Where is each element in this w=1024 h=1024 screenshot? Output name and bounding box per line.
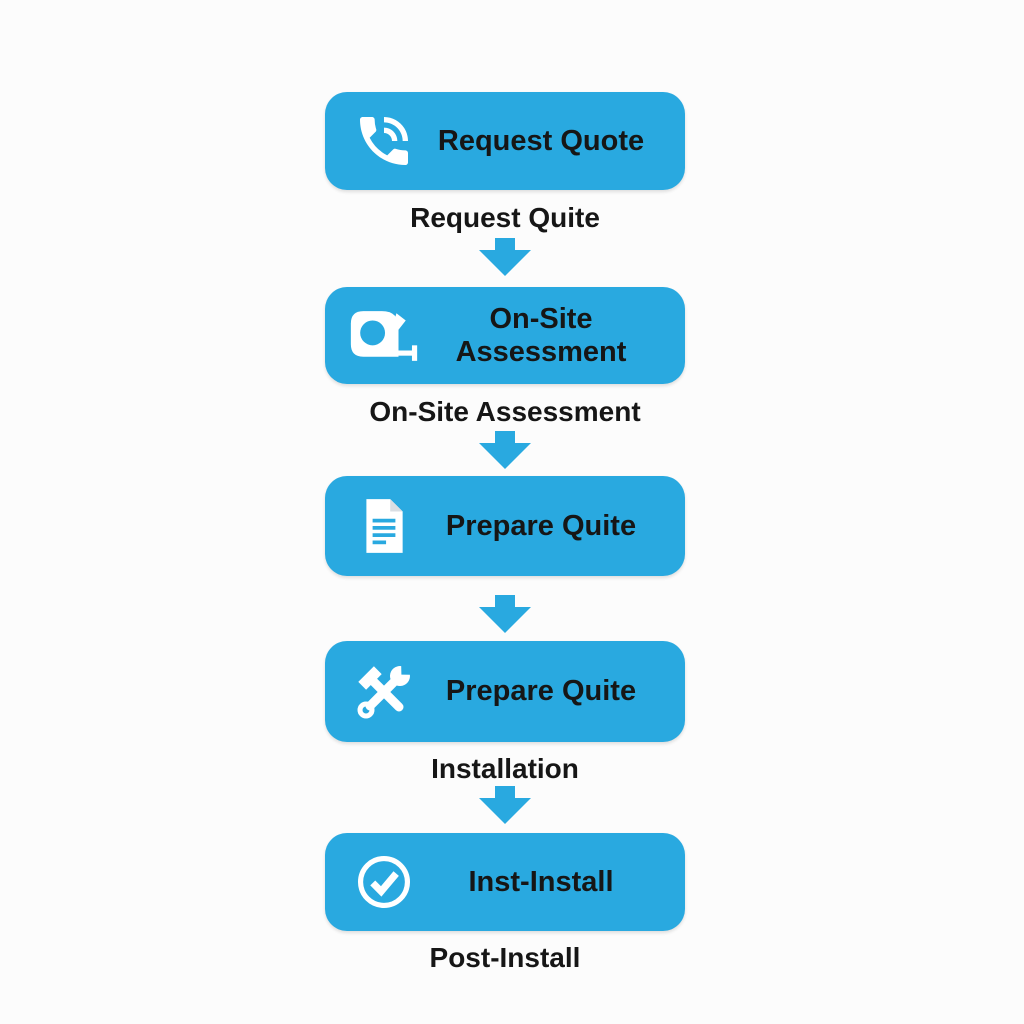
down-arrow-icon [479,786,531,824]
step-box-on-site-assessment [325,287,685,384]
check-circle-icon [345,833,423,931]
step-label: Prepare Quite [445,675,637,708]
tools-icon [345,641,423,742]
down-arrow-icon [479,431,531,469]
document-icon [345,476,423,576]
step-label: On-Site Assessment [455,303,627,368]
tape-measure-icon [345,287,423,384]
step-caption: On-Site Assessment [369,396,641,427]
step-box-prepare-quote [325,476,685,576]
step-caption: Installation [431,753,579,784]
phone-icon [345,92,423,190]
step-label: Prepare Quite [445,509,637,542]
step-box-installation [325,641,685,742]
step-box-request-quote [325,92,685,190]
step-caption: Request Quite [410,202,600,233]
step-label: Inst-Install [468,865,614,898]
step-label: Request Quote [437,124,645,157]
down-arrow-icon [479,238,531,276]
step-box-post-install [325,833,685,931]
step-caption: Post-Install [429,942,581,973]
down-arrow-icon [479,595,531,633]
